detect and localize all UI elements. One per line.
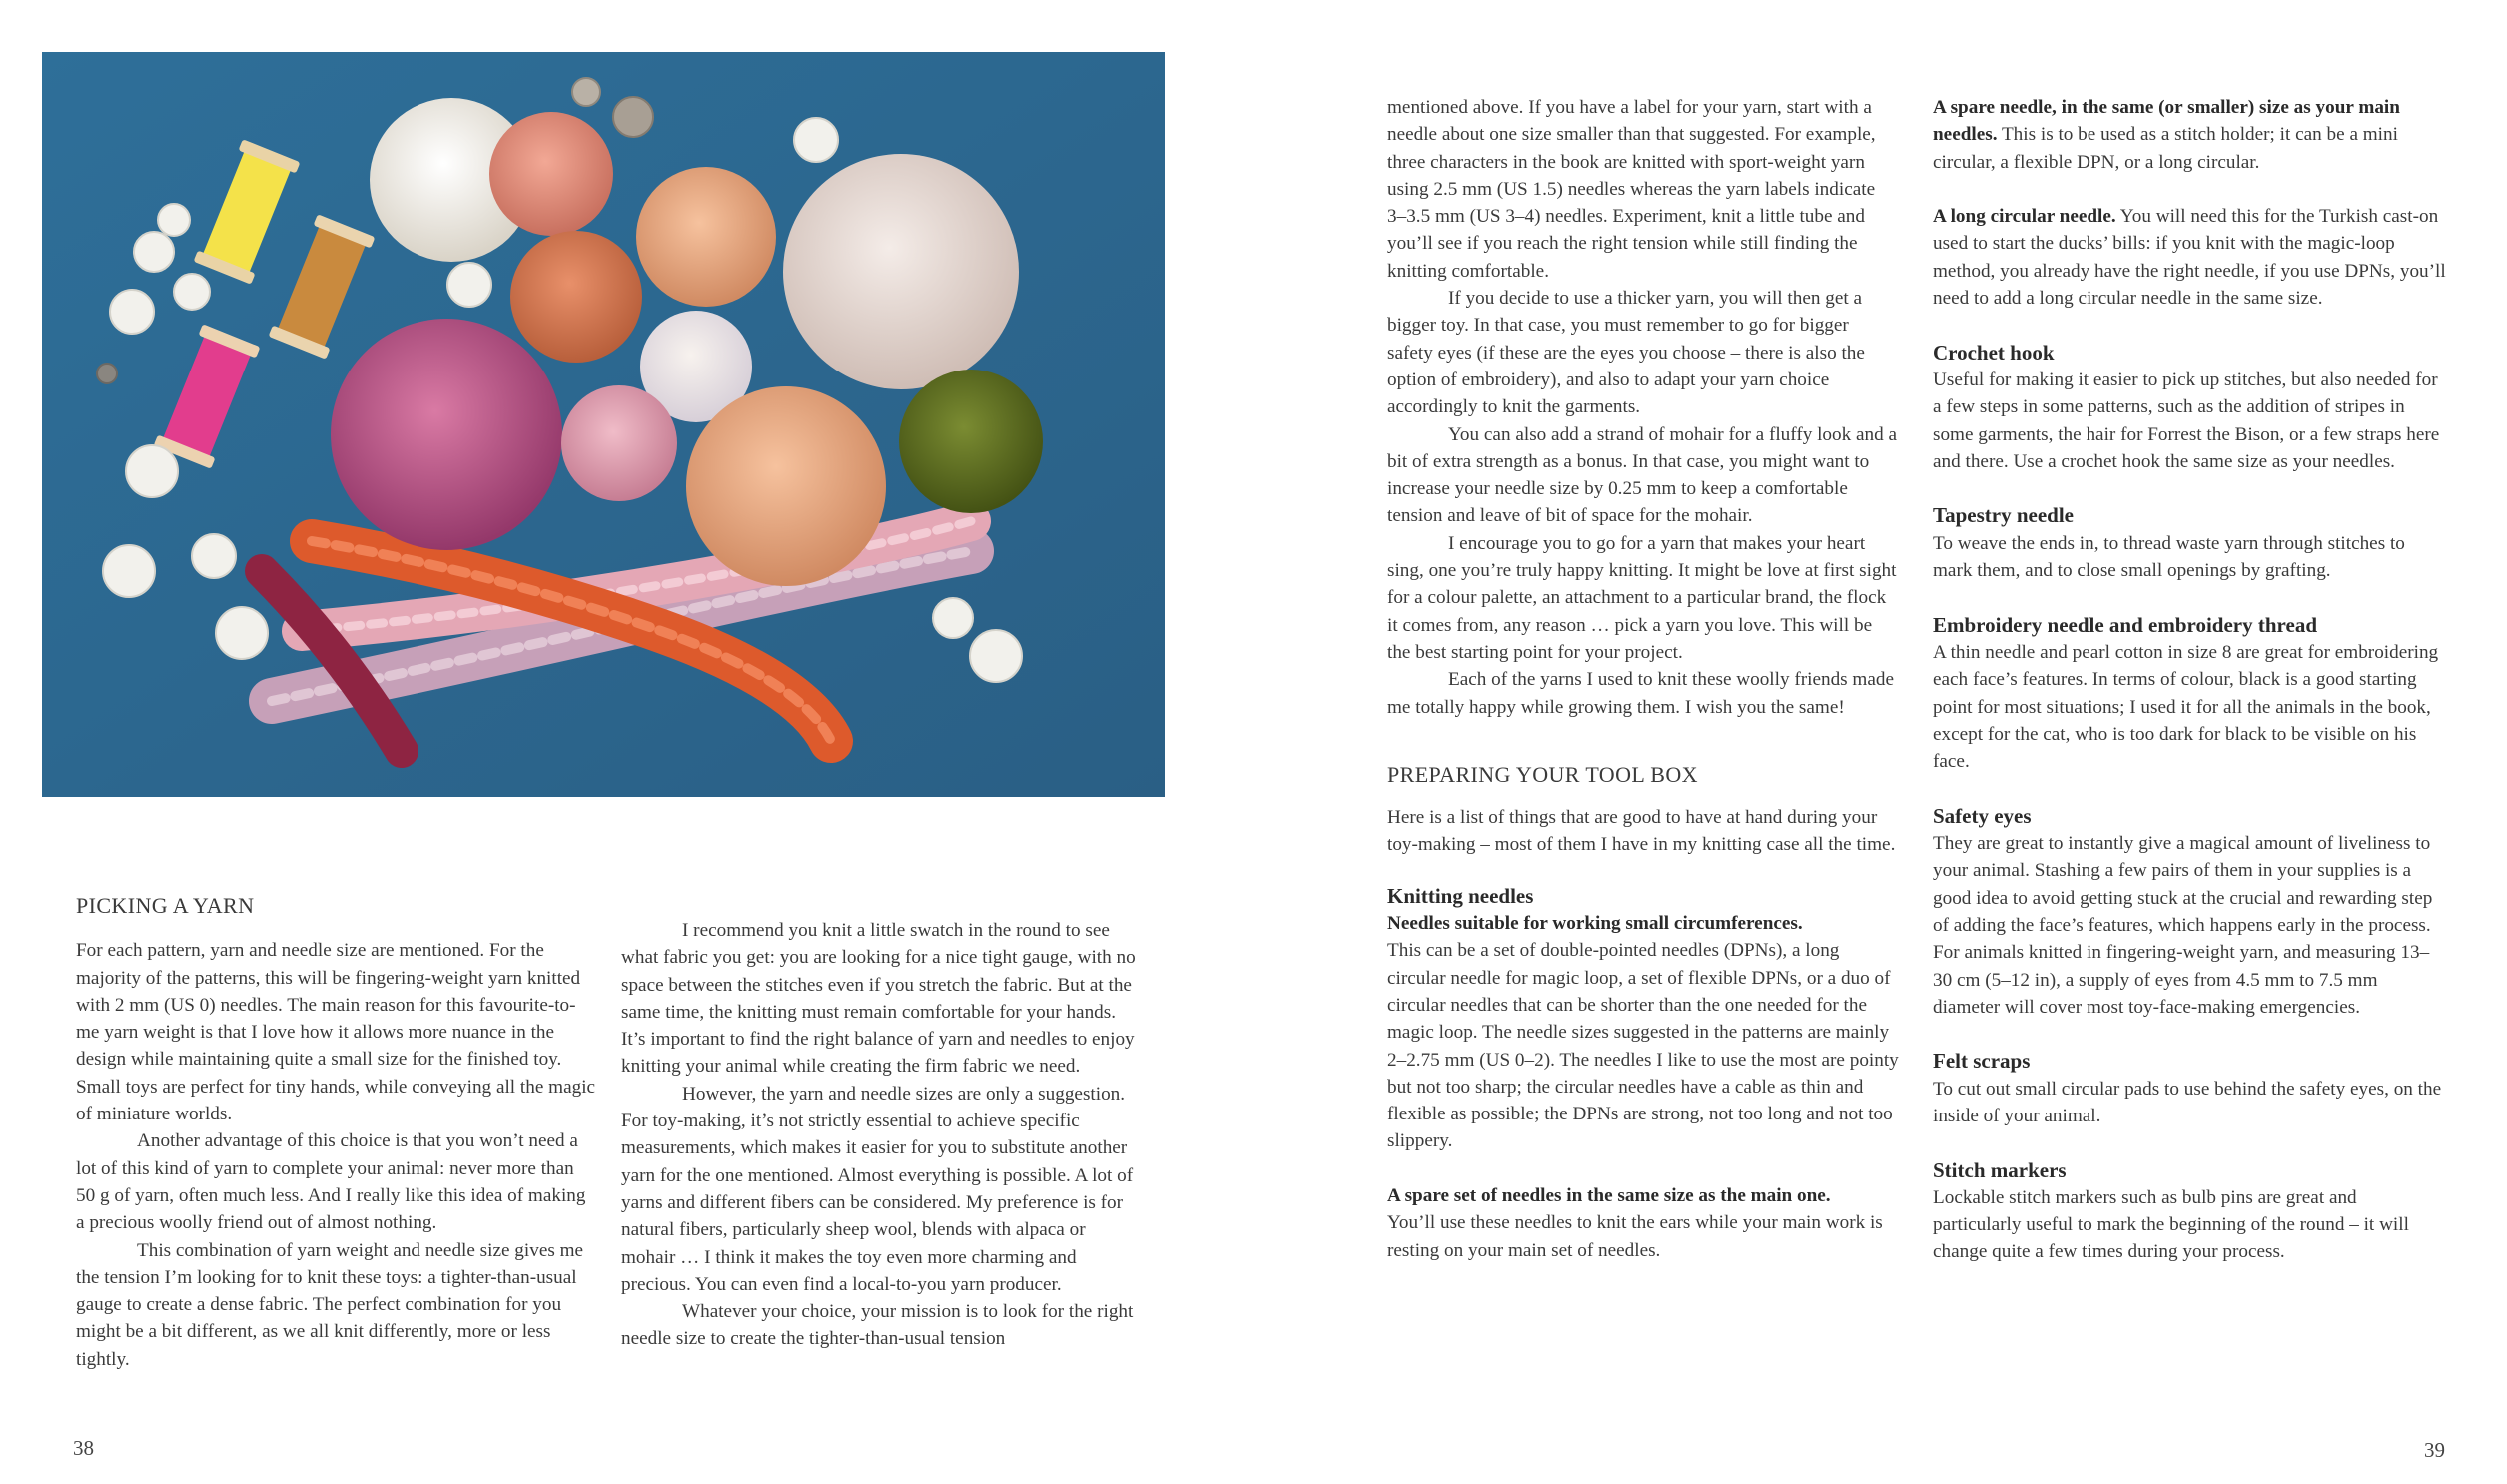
spare-needle-paragraph (1933, 94, 2448, 176)
spare-set-lead: A spare set of needles in the same size as the main one. (1387, 1184, 1831, 1206)
paragraph: This can be a set of double-pointed needles (DPNs), a long circular needle for magic loop, a set of flexible DPNs, or a duo of circular needles that can be shorter than the one needed for the magic loop. The needle sizes suggested in the patterns are mainly 2–2.75 mm (US 0–2). The needles I like to use the most are pointy but not too sharp; the circular needles have a cable as thin and flexible as possible; the DPNs are strong, not too long and not too slippery. (1387, 940, 1899, 1152)
paragraph: mentioned above. If you have a label for your yarn, start with a needle about one size smaller than that suggested. For example, three characters in the book are knitted with sport-weight yarn using 2.5 mm (US 1.5) needles whereas the yarn labels indicate 3–3.5 mm (US 3–4) needles. Experiment, knit a little tube and you’ll see if you reach the right tension while still finding the knitting comfortable. (1387, 97, 1876, 282)
paragraph: To weave the ends in, to thread waste yarn through stitches to mark them, and to close small openings by grafting. (1933, 532, 2405, 582)
paragraph: I encourage you to go for a yarn that makes your heart sing, one you’re truly happy knitting. It might be love at first sight for a colour palette, an attachment to a particular brand, the flock it comes from, any reason … pick a yarn you love. This will be the best starting point for your project. (1387, 532, 1897, 663)
right-column-1 (1387, 94, 1899, 1264)
paragraph: I recommend you knit a little swatch in the round to see what fabric you get: you are looking for a nice tight gauge, with no space between the stitches even if you stretch the fabric. But at the same time, the knitting must remain comfortable for your hands. It’s important to find the right balance of yarn and needles to enjoy knitting your animal while creating the firm fabric we need. (621, 920, 1136, 1078)
paragraph: However, the yarn and needle sizes are only a suggestion. For toy-making, it’s not strictly essential to achieve specific measurements, which makes it easier for you to substitute another yarn for the one mentioned. Almost everything is possible. A lot of yarns and different fibers can be considered. My preference is for natural fibers, particularly sheep wool, blends with alpaca or mohair … I think it makes the toy even more charming and precious. You can even find a local-to-you yarn producer. (621, 1083, 1134, 1295)
paragraph: Here is a list of things that are good to have at hand during your toy-making – most of them I have in my knitting case all the time. (1387, 807, 1896, 856)
long-circular-paragraph (1933, 203, 2448, 312)
subheading-small-circumferences: Needles suitable for working small circumferences. (1387, 913, 1803, 935)
left-column-2 (621, 917, 1138, 1353)
blush-yarn-ball (783, 154, 1019, 389)
heading-embroidery: Embroidery needle and embroidery thread (1933, 612, 2317, 637)
right-column-2 (1933, 94, 2448, 1266)
magenta-yarn-ball (331, 319, 562, 550)
heading-safety-eyes: Safety eyes (1933, 803, 2032, 828)
section-title-picking-a-yarn: PICKING A YARN (76, 893, 255, 918)
section-title-tool-box: PREPARING YOUR TOOL BOX (1387, 761, 1698, 787)
peach-yarn-ball (686, 386, 886, 586)
olive-yarn-ball (899, 370, 1043, 513)
paragraph: You can also add a strand of mohair for a fluffy look and a bit of extra strength as a bonus. In that case, you might want to increase your needle size by 0.25 mm to keep a comfortable tension and leave of bit of space for the mohair. (1387, 423, 1898, 527)
spare-set-paragraph (1387, 1182, 1899, 1264)
left-column-1 (76, 892, 597, 1373)
page-number-right: 39 (2424, 1438, 2445, 1462)
page-number-left: 38 (73, 1436, 94, 1460)
paragraph: Useful for making it easier to pick up stitches, but also needed for a few steps in some patterns, such as the addition of stripes in some garments, the hair for Forrest the Bison, or a few straps here and there. Use a crochet hook the same size as your needles. (1933, 369, 2440, 472)
spare-needle-text: This is to be used as a stitch holder; it can be a mini circular, a flexible DPN, or a long circular. (1933, 124, 2398, 173)
peach-small-yarn-ball (636, 167, 776, 307)
coral-yarn-ball (489, 112, 613, 236)
long-circular-text: You will need this for the Turkish cast-on used to start the ducks’ bills: if you knit with the magic-loop method, you already have the right needle, if you use DPNs, you’ll need to add a long circular needle in the same size. (1933, 206, 2446, 310)
paragraph: Each of the yarns I used to knit these woolly friends made me totally happy while growing them. I wish you the same! (1387, 669, 1894, 718)
paragraph: Whatever your choice, your mission is to look for the right needle size to create the tighter-than-usual tension (621, 1301, 1134, 1350)
heading-tapestry-needle: Tapestry needle (1933, 503, 2074, 528)
paragraph: If you decide to use a thicker yarn, you will then get a bigger toy. In that case, you must remember to go for bigger safety eyes (if these are the eyes you choose – there is also the option of embroidery), and also to adapt your yarn choice accordingly to knit the garments. (1387, 288, 1865, 418)
spare-needle-lead: A spare needle, in the same (or smaller) size as your main needles. (1933, 97, 2400, 146)
paragraph: They are great to instantly give a magical amount of liveliness to your animal. Stashing a few pairs of them in your supplies is a good idea to avoid getting stuck at the crucial and rewarding step of adding the face’s features, which happens early in the process. For animals knitted in fingering-weight yarn, and measuring 13–30 cm (5–12 in), a supply of eyes from 4.5 mm to 7.5 mm diameter will cover most toy-face-making emergencies. (1933, 833, 2433, 1018)
pink-yarn-ball (561, 385, 677, 501)
heading-stitch-markers: Stitch markers (1933, 1157, 2067, 1182)
paragraph: To cut out small circular pads to use behind the safety eyes, on the inside of your animal. (1933, 1078, 2442, 1126)
paragraph: This combination of yarn weight and needle size gives me the tension I’m looking for to knit these toys: a tighter-than-usual gauge to create a dense fabric. The perfect combination for you might be a bit different, as we all knit differently, more or less tightly. (76, 1239, 584, 1370)
heading-felt-scraps: Felt scraps (1933, 1049, 2031, 1074)
paragraph: Lockable stitch markers such as bulb pins are great and particularly useful to mark the beginning of the round – it will change quite a few times during your process. (1933, 1186, 2409, 1263)
yarn-photo (42, 52, 1165, 797)
heading-crochet-hook: Crochet hook (1933, 340, 2055, 365)
spare-set-text: You’ll use these needles to knit the ears while your main work is resting on your main set of needles. (1387, 1212, 1883, 1261)
paragraph: Another advantage of this choice is that you won’t need a lot of this kind of yarn to complete your animal: never more than 50 g of yarn, often much less. And I really like this idea of making a precious woolly friend out of almost nothing. (76, 1130, 586, 1234)
heading-knitting-needles: Knitting needles (1387, 883, 1534, 908)
paragraph: A thin needle and pearl cotton in size 8 are great for embroidering each face’s features. In terms of colour, black is a good starting point for most situations; I used it for all the animals in the book, except for the cat, who is too dark for black to be visible on his face. (1933, 641, 2439, 773)
paragraph: For each pattern, yarn and needle size are mentioned. For the majority of the patterns, this will be fingering-weight yarn knitted with 2 mm (US 0) needles. The main reason for this favourite-to-me yarn weight is that I love how it allows more nuance in the design while maintaining quite a small size for the finished toy. Small toys are perfect for tiny hands, while conveying all the magic of miniature worlds. (76, 940, 596, 1125)
long-circular-lead: A long circular needle. (1933, 206, 2116, 228)
rust-yarn-ball (510, 231, 642, 363)
